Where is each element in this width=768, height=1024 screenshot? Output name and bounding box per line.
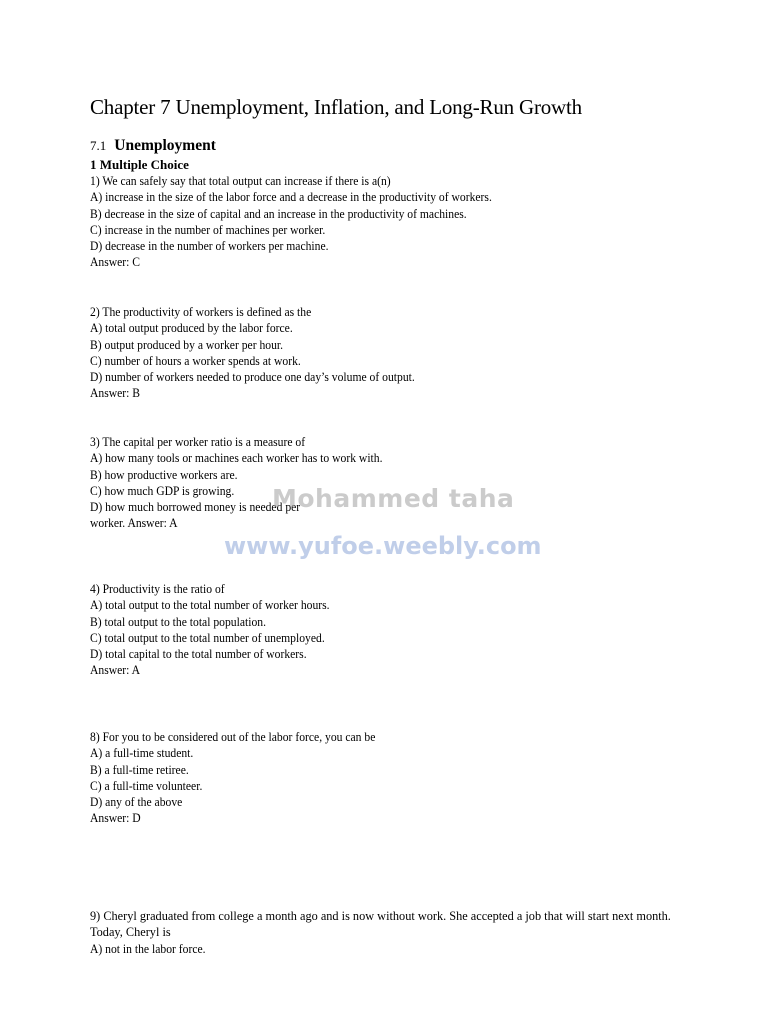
answer-option: A) a full-time student. bbox=[90, 746, 194, 761]
question-1 bbox=[90, 173, 730, 271]
answer-option: D) decrease in the number of workers per machine. bbox=[90, 239, 329, 254]
section-heading bbox=[90, 137, 216, 155]
answer-option: A) how many tools or machines each worker has to work with. bbox=[90, 451, 383, 466]
answer-option: C) how much GDP is growing. bbox=[90, 483, 235, 498]
question-2 bbox=[90, 304, 730, 402]
watermark-url: www.yufoe.weebly.com bbox=[224, 532, 542, 560]
question-stem: 9) Cheryl graduated from college a month ago and is now without work. She accepted a job that will start next month. Today, Cheryl is bbox=[90, 909, 671, 940]
answer-option: A) total output produced by the labor force. bbox=[90, 321, 293, 336]
answer-option: D) total capital to the total number of workers. bbox=[90, 647, 307, 662]
answer-option: B) how productive workers are. bbox=[90, 467, 238, 482]
answer-option: B) a full-time retiree. bbox=[90, 762, 189, 777]
section-name: Unemployment bbox=[114, 137, 216, 154]
answer-option: C) total output to the total number of unemployed. bbox=[90, 630, 325, 645]
question-8 bbox=[90, 729, 730, 827]
answer-option: A) increase in the size of the labor force and a decrease in the productivity of workers. bbox=[90, 190, 492, 205]
answer-option: B) decrease in the size of capital and an increase in the productivity of machines. bbox=[90, 206, 467, 221]
answer-key: Answer: D bbox=[90, 811, 141, 826]
answer-option: C) number of hours a worker spends at work. bbox=[90, 353, 301, 368]
answer-option: B) total output to the total population. bbox=[90, 614, 266, 629]
question-stem: 2) The productivity of workers is defined as the bbox=[90, 305, 312, 319]
question-stem: 1) We can safely say that total output can increase if there is a(n) bbox=[90, 174, 391, 188]
answer-key: worker. Answer: A bbox=[90, 516, 178, 531]
question-stem: 4) Productivity is the ratio of bbox=[90, 582, 225, 596]
answer-option: C) a full-time volunteer. bbox=[90, 778, 203, 793]
answer-option: D) any of the above bbox=[90, 795, 183, 810]
watermark-name: Mohammed taha bbox=[272, 484, 515, 513]
answer-key: Answer: C bbox=[90, 255, 141, 270]
answer-option: D) number of workers needed to produce one day’s volume of output. bbox=[90, 370, 415, 385]
answer-option: B) output produced by a worker per hour. bbox=[90, 337, 284, 352]
answer-option: A) total output to the total number of worker hours. bbox=[90, 598, 330, 613]
question-9 bbox=[90, 908, 730, 957]
question-stem: 8) For you to be considered out of the labor force, you can be bbox=[90, 730, 376, 744]
section-number: 7.1 bbox=[90, 138, 107, 153]
answer-option: D) how much borrowed money is needed per bbox=[90, 500, 301, 515]
subsection-heading: 1 Multiple Choice bbox=[90, 157, 189, 172]
answer-key: Answer: A bbox=[90, 663, 141, 678]
answer-key: Answer: B bbox=[90, 386, 141, 401]
question-3 bbox=[90, 434, 730, 532]
chapter-title: Chapter 7 Unemployment, Inflation, and Long-Run Growth bbox=[90, 95, 582, 119]
question-stem: 3) The capital per worker ratio is a measure of bbox=[90, 435, 306, 449]
answer-option: C) increase in the number of machines per worker. bbox=[90, 222, 326, 237]
question-4 bbox=[90, 581, 730, 679]
answer-option: A) not in the labor force. bbox=[90, 941, 206, 956]
